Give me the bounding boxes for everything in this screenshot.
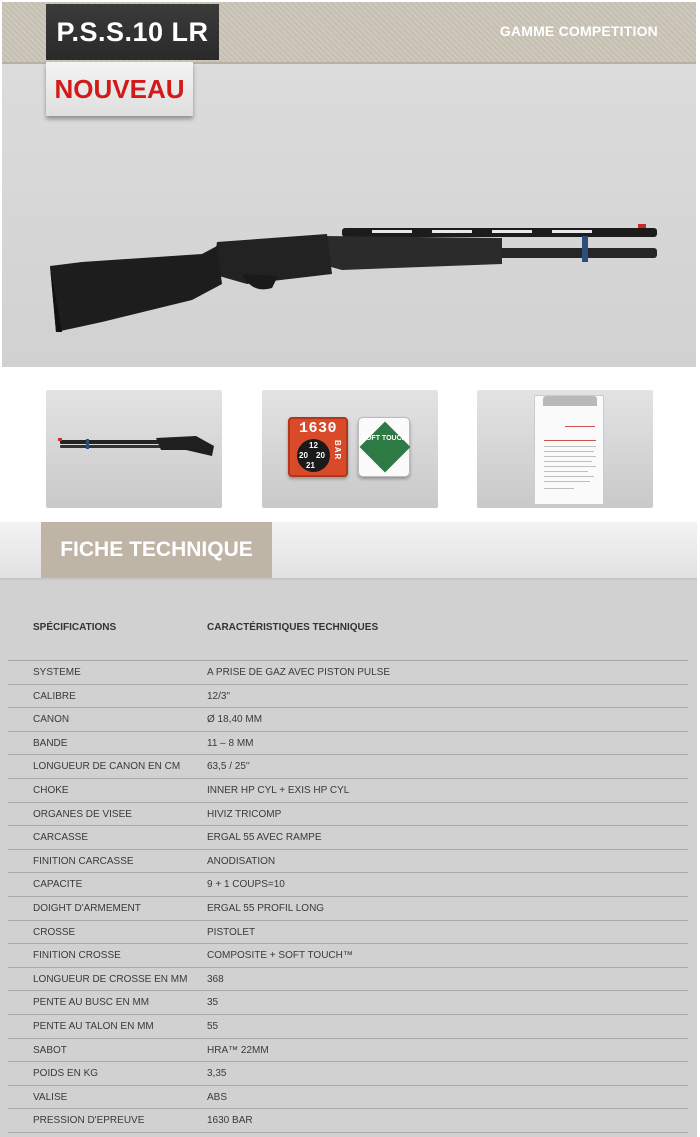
table-row — [8, 708, 688, 732]
spec-value: 12/3" — [207, 690, 231, 702]
spec-label: DOIGHT D'ARMEMENT — [33, 903, 141, 914]
spec-value: 63,5 / 25'' — [207, 761, 250, 773]
table-row — [8, 661, 688, 685]
spec-label: SYSTEME — [33, 667, 81, 678]
spec-value: 1630 BAR — [207, 1115, 253, 1127]
table-row — [8, 873, 688, 897]
disc-number: 20 — [316, 451, 325, 460]
spec-label: PRESSION D'EPREUVE — [33, 1115, 145, 1127]
table-row — [8, 1062, 688, 1086]
table-row — [8, 1015, 688, 1039]
spec-value: Ø 18,40 MM — [207, 714, 263, 726]
table-row — [8, 921, 688, 945]
spec-label: LONGUEUR DE CANON EN CM — [33, 761, 181, 773]
spec-label: FINITION CARCASSE — [33, 855, 134, 867]
spec-label: PENTE AU TALON EN MM — [33, 1021, 154, 1032]
spec-label: CALIBRE — [33, 690, 76, 702]
spec-value: ANODISATION — [207, 855, 276, 867]
disc-number: 20 — [299, 451, 308, 460]
spec-value: 11 – 8 MM — [207, 737, 254, 749]
spec-label: CARCASSE — [33, 832, 89, 844]
table-row — [8, 968, 688, 992]
spec-label: CHOKE — [33, 785, 69, 796]
spec-value: INNER HP CYL + EXIS HP CYL — [207, 785, 350, 796]
table-row — [8, 685, 688, 709]
table-row — [8, 755, 688, 779]
column-header-characteristics: CARACTÉRISTIQUES TECHNIQUES — [207, 622, 379, 633]
spec-label: ORGANES DE VISEE — [33, 808, 132, 820]
spec-label: SABOT — [33, 1044, 67, 1056]
spec-value: ABS — [207, 1091, 228, 1103]
soft-touch-icon — [358, 417, 410, 477]
thumbnail-gun[interactable] — [46, 390, 222, 508]
column-header-specifications: SPÉCIFICATIONS — [33, 622, 117, 633]
shotgun-thumb-icon — [46, 390, 222, 508]
range-link[interactable]: GAMME COMPETITION — [499, 23, 658, 39]
disc-number: 12 — [309, 441, 318, 450]
spec-label: LONGUEUR DE CROSSE EN MM — [33, 973, 188, 985]
spec-label: BANDE — [33, 737, 68, 749]
table-row — [8, 803, 688, 827]
new-badge: NOUVEAU — [46, 62, 193, 116]
spec-value: HIVIZ TRICOMP — [207, 808, 282, 820]
spec-value: ERGAL 55 AVEC RAMPE — [207, 832, 322, 844]
spec-value: 368 — [207, 973, 224, 985]
spec-label: POIDS EN KG — [33, 1068, 99, 1080]
spec-value: A PRISE DE GAZ AVEC PISTON PULSE — [207, 667, 391, 678]
shotgun-image — [42, 214, 662, 339]
pressure-unit: BAR — [333, 440, 342, 461]
spec-label: VALISE — [33, 1091, 68, 1103]
table-row — [8, 897, 688, 921]
thumbnail-features[interactable] — [262, 390, 438, 508]
disc-number: 21 — [306, 461, 315, 470]
fiche-technique-tab[interactable]: FICHE TECHNIQUE — [41, 522, 272, 578]
product-title: P.S.S.10 LR — [46, 4, 219, 60]
spec-label: CANON — [33, 714, 70, 726]
thumbnail-certificate[interactable] — [477, 390, 653, 508]
table-row — [8, 1086, 688, 1110]
table-row — [8, 991, 688, 1015]
spec-value: PISTOLET — [207, 926, 256, 938]
pressure-1630-bar-icon — [288, 417, 348, 477]
table-row — [8, 944, 688, 968]
certificate-icon — [534, 395, 604, 505]
table-row — [8, 1109, 688, 1133]
spec-label: FINITION CROSSE — [33, 950, 121, 962]
spec-value: COMPOSITE + SOFT TOUCH™ — [207, 950, 353, 962]
table-row — [8, 1039, 688, 1063]
spec-value: 9 + 1 COUPS=10 — [207, 879, 285, 891]
spec-label: CROSSE — [33, 926, 76, 938]
spec-value: ERGAL 55 PROFIL LONG — [207, 903, 325, 914]
pressure-value: 1630 — [298, 420, 337, 437]
spec-value: 3,35 — [207, 1068, 227, 1080]
table-row — [8, 850, 688, 874]
spec-label: CAPACITE — [33, 879, 83, 891]
soft-touch-label: SOFT TOUCH — [361, 435, 407, 442]
spec-value: 35 — [207, 997, 219, 1009]
table-row — [8, 732, 688, 756]
table-row — [8, 826, 688, 850]
spec-value: HRA™ 22MM — [207, 1044, 269, 1056]
spec-value: 55 — [207, 1021, 219, 1032]
spec-label: PENTE AU BUSC EN MM — [33, 997, 150, 1009]
table-row — [8, 779, 688, 803]
